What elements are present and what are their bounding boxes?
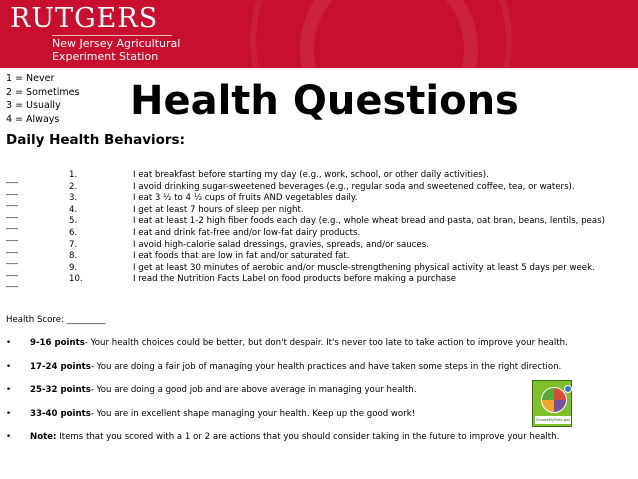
legend-item: 1 = Never xyxy=(6,73,55,84)
question-text: I read the Nutrition Facts Label on food products before making a purchase xyxy=(133,274,457,285)
interpretation-text xyxy=(30,384,416,396)
question-text: I eat foods that are low in fat and/or saturated fat. xyxy=(133,251,350,262)
health-score-field[interactable]: Health Score: _________ xyxy=(6,315,106,325)
logo-subtitle-line-2: Experiment Station xyxy=(52,50,159,63)
question-text: I eat breakfast before starting my day (e.g., work, school, or other daily activities). xyxy=(133,170,489,180)
question-number: 6. xyxy=(69,227,78,238)
logo-divider xyxy=(52,35,172,36)
logo-subtitle xyxy=(52,37,180,63)
header-banner xyxy=(0,0,638,68)
legend-item: 3 = Usually xyxy=(6,100,61,111)
question-text: I get at least 7 hours of sleep per night. xyxy=(133,204,304,215)
interpretation-item xyxy=(6,337,626,361)
answer-blank[interactable]: ___ xyxy=(6,185,18,195)
note-detail: Items that you scored with a 1 or 2 are actions that you should consider taking in the future to improve your health. xyxy=(56,432,560,443)
question-row xyxy=(6,193,636,205)
question-row xyxy=(6,263,636,275)
bullet-icon: • xyxy=(6,432,12,443)
interpretation-detail: - You are in excellent shape managing your health. Keep up the good work! xyxy=(90,408,416,419)
question-number: 5. xyxy=(69,216,78,227)
logo-subtitle-line-1: New Jersey Agricultural xyxy=(52,37,181,50)
score-range: 17-24 points xyxy=(30,361,91,372)
answer-blank[interactable]: ___ xyxy=(6,255,18,265)
score-range: 25-32 points xyxy=(30,385,91,396)
question-row xyxy=(6,216,636,228)
answer-blank[interactable]: ___ xyxy=(6,231,18,241)
question-number: 3. xyxy=(69,193,78,204)
question-row xyxy=(6,170,636,182)
answer-blank[interactable]: ___ xyxy=(6,266,18,276)
question-text: I avoid high-calorie salad dressings, gravies, spreads, and/or sauces. xyxy=(133,239,429,250)
question-row xyxy=(6,240,636,252)
answer-blank[interactable]: ___ xyxy=(6,208,18,218)
question-number: 9. xyxy=(69,262,78,273)
bullet-icon: • xyxy=(6,385,12,396)
interpretation-text xyxy=(30,408,415,420)
answer-blank[interactable]: ___ xyxy=(6,174,18,183)
question-number: 1. xyxy=(69,170,78,180)
interpretation-text xyxy=(30,431,559,443)
question-list xyxy=(6,170,636,286)
logo-name: RUTGERS xyxy=(10,3,159,34)
interpretation-text xyxy=(30,361,561,373)
bullet-icon: • xyxy=(6,338,12,348)
interpretation-text xyxy=(30,337,568,349)
myplate-caption: ChooseMyPlate.gov xyxy=(535,418,571,422)
cup-icon xyxy=(564,385,572,393)
seal-watermark-inner xyxy=(300,0,478,68)
rating-legend xyxy=(6,72,79,126)
answer-blank[interactable]: ___ xyxy=(6,197,18,207)
answer-blank[interactable]: ___ xyxy=(6,243,18,253)
legend-item: 4 = Always xyxy=(6,113,60,125)
question-number: 4. xyxy=(69,204,78,215)
interpretation-detail: - You are doing a fair job of managing your health practices and have taken some steps in the right direction. xyxy=(90,361,562,372)
note-label: Note: xyxy=(30,432,57,443)
question-row xyxy=(6,228,636,240)
interpretation-detail: - Your health choices could be better, but don't despair. It's never too late to take action to improve your health. xyxy=(84,338,568,348)
score-range: 9-16 points xyxy=(30,338,85,348)
question-number: 10. xyxy=(69,274,83,285)
question-row xyxy=(6,182,636,194)
legend-item: 2 = Sometimes xyxy=(6,86,80,98)
question-number: 7. xyxy=(69,239,78,250)
question-row xyxy=(6,274,636,286)
interpretation-detail: - You are doing a good job and are above average in managing your health. xyxy=(90,385,417,396)
section-heading: Daily Health Behaviors: xyxy=(6,132,185,148)
answer-blank[interactable]: ___ xyxy=(6,220,18,230)
question-number: 8. xyxy=(69,251,78,262)
answer-blank[interactable]: ___ xyxy=(6,278,18,288)
rutgers-logo xyxy=(10,3,181,63)
plate-icon xyxy=(541,387,567,413)
question-text: I avoid drinking sugar-sweetened beverages (e.g., regular soda and sweetened coffee, tea, or waters). xyxy=(133,181,575,192)
bullet-icon: • xyxy=(6,361,12,372)
question-text: I eat at least 1-2 high fiber foods each day (e.g., whole wheat bread and pasta, oat bran, beans, lentils, peas) xyxy=(133,216,605,227)
interpretation-item xyxy=(6,431,626,455)
question-text: I get at least 30 minutes of aerobic and/or muscle-strengthening physical activity at least 5 days per week. xyxy=(133,262,595,273)
page-title: Health Questions xyxy=(130,78,519,124)
myplate-logo xyxy=(532,380,572,427)
question-row xyxy=(6,251,636,263)
question-number: 2. xyxy=(69,181,78,192)
question-text: I eat 3 ½ to 4 ½ cups of fruits AND vegetables daily. xyxy=(133,193,358,204)
question-row xyxy=(6,205,636,217)
question-text: I eat and drink fat-free and/or low-fat dairy products. xyxy=(133,227,361,238)
score-range: 33-40 points xyxy=(30,408,91,419)
bullet-icon: • xyxy=(6,408,12,419)
